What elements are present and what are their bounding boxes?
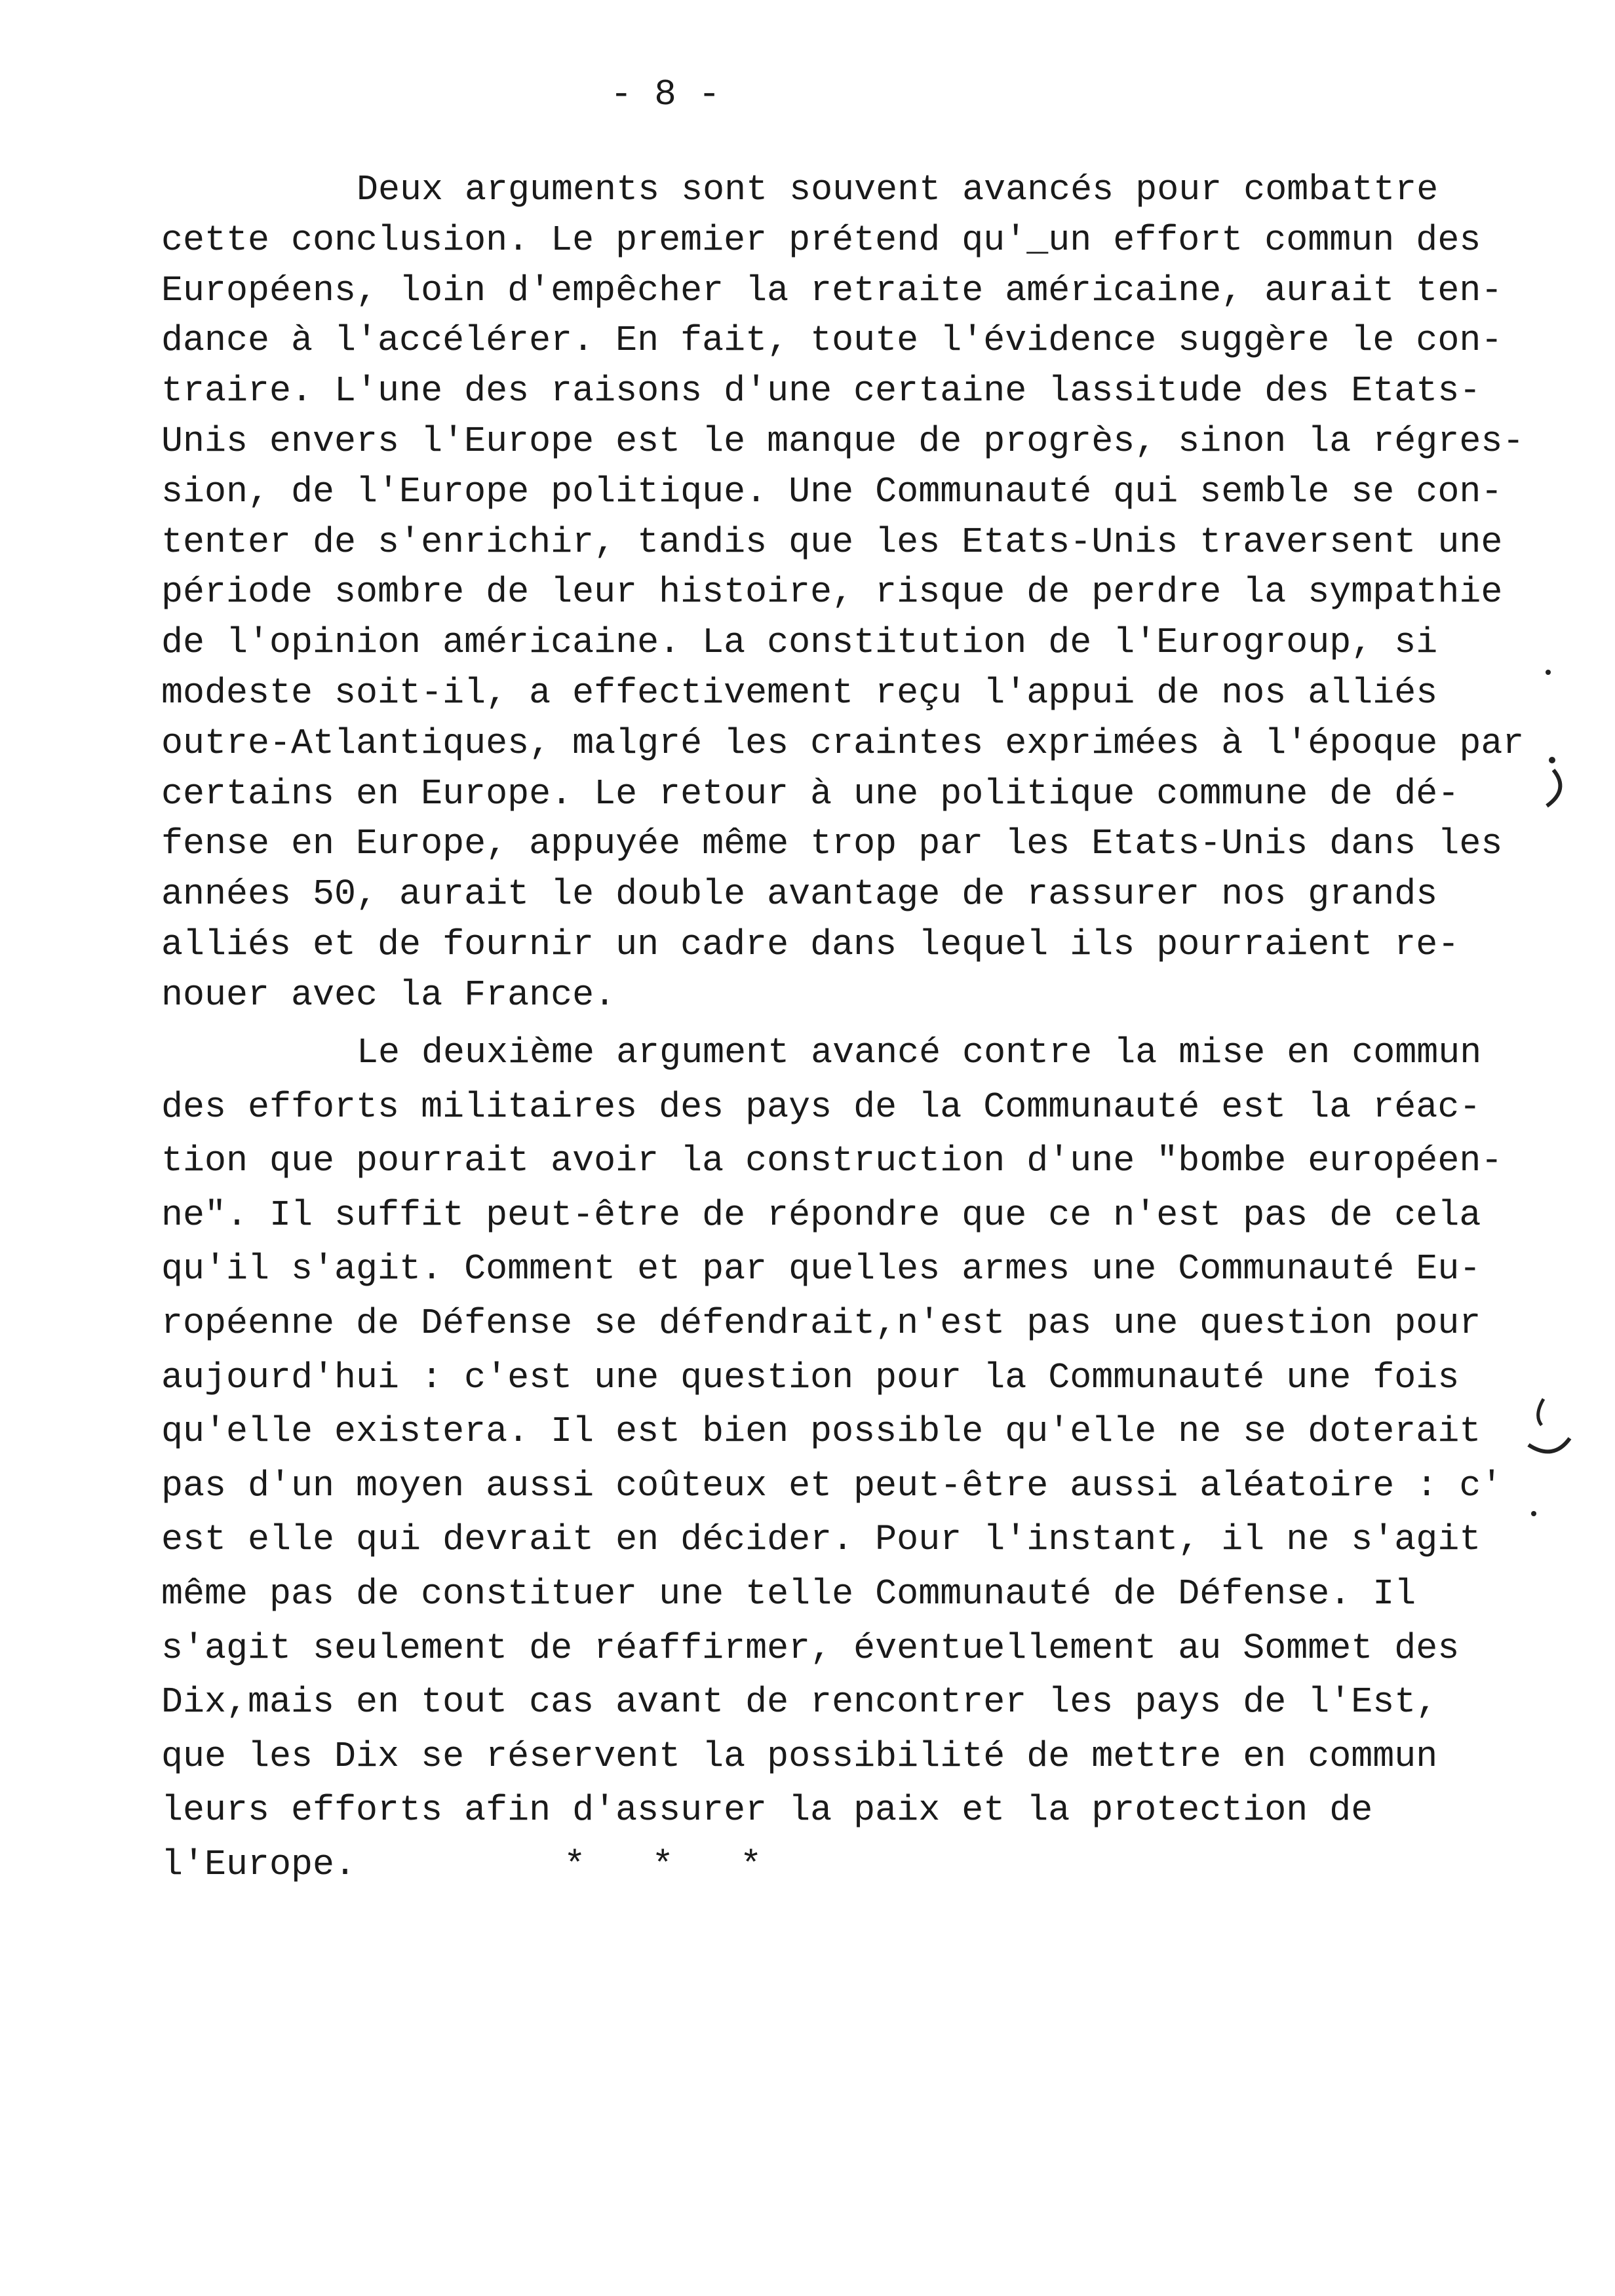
text-line: outre-Atlantiques, malgré les craintes exprimées à l'époque par <box>161 722 1525 764</box>
text-line: Unis envers l'Europe est le manque de progrès, sinon la régres- <box>161 420 1525 462</box>
text-line: fense en Europe, appuyée même trop par les Etats-Unis dans les <box>161 823 1503 865</box>
text-line: Dix,mais en tout cas avant de rencontrer les pays de l'Est, <box>161 1681 1438 1723</box>
text-line: alliés et de fournir un cadre dans lequel ils pourraient re- <box>161 923 1460 965</box>
text-line: qu'il s'agit. Comment et par quelles armes une Communauté Eu- <box>161 1248 1481 1290</box>
text-line: nouer avec la France. <box>161 974 616 1016</box>
text-line: pas d'un moyen aussi coûteux et peut-être aussi aléatoire : c' <box>161 1464 1503 1506</box>
text-line: certains en Europe. Le retour à une politique commune de dé- <box>161 773 1460 814</box>
page-number: - 8 - <box>610 73 721 115</box>
text-line: même pas de constituer une telle Communauté de Défense. Il <box>161 1573 1416 1615</box>
text-line: de l'opinion américaine. La constitution de l'Eurogroup, si <box>161 622 1438 664</box>
text-line: qu'elle existera. Il est bien possible qu'elle ne se doterait <box>161 1411 1481 1453</box>
text-line: période sombre de leur histoire, risque de perdre la sympathie <box>161 571 1503 613</box>
text-line: Européens, loin d'empêcher la retraite américaine, aurait ten- <box>161 269 1503 311</box>
text-line: est elle qui devrait en décider. Pour l'instant, il ne s'agit <box>161 1519 1481 1561</box>
text-line: tion que pourrait avoir la construction d'une "bombe européen- <box>161 1140 1503 1182</box>
text-line: ne". Il suffit peut-être de répondre que ce n'est pas de cela <box>161 1194 1481 1236</box>
text-line: aujourd'hui : c'est une question pour la Communauté une fois <box>161 1356 1460 1398</box>
paragraph-2 <box>161 1026 1502 1892</box>
text-line: Deux arguments sont souvent avancés pour combattre <box>357 169 1439 210</box>
text-line: ropéenne de Défense se défendrait,n'est pas une question pour <box>161 1302 1481 1344</box>
section-separator: * * * <box>564 1845 762 1886</box>
text-line: années 50, aurait le double avantage de rassurer nos grands <box>161 873 1438 915</box>
text-line: dance à l'accélérer. En fait, toute l'évidence suggère le con- <box>161 320 1503 362</box>
text-line: traire. L'une des raisons d'une certaine lassitude des Etats- <box>161 370 1481 412</box>
text-line: des efforts militaires des pays de la Communauté est la réac- <box>161 1086 1481 1128</box>
text-line: leurs efforts afin d'assurer la paix et la protection de <box>161 1789 1373 1831</box>
text-line: tenter de s'enrichir, tandis que les Etats-Unis traversent une <box>161 521 1503 563</box>
margin-mark-icon <box>1521 655 1586 826</box>
text-line: s'agit seulement de réaffirmer, éventuellement au Sommet des <box>161 1627 1460 1669</box>
text-line: l'Europe. <box>161 1843 357 1885</box>
margin-mark-icon <box>1514 1376 1580 1527</box>
paragraph-1 <box>161 165 1524 1021</box>
text-line: Le deuxième argument avancé contre la mise en commun <box>357 1032 1482 1073</box>
text-line: cette conclusion. Le premier prétend qu'_un effort commun des <box>161 219 1481 261</box>
text-line: modeste soit-il, a effectivement reçu l'appui de nos alliés <box>161 672 1438 714</box>
text-line: sion, de l'Europe politique. Une Communauté qui semble se con- <box>161 470 1503 512</box>
text-line: que les Dix se réservent la possibilité de mettre en commun <box>161 1735 1438 1777</box>
